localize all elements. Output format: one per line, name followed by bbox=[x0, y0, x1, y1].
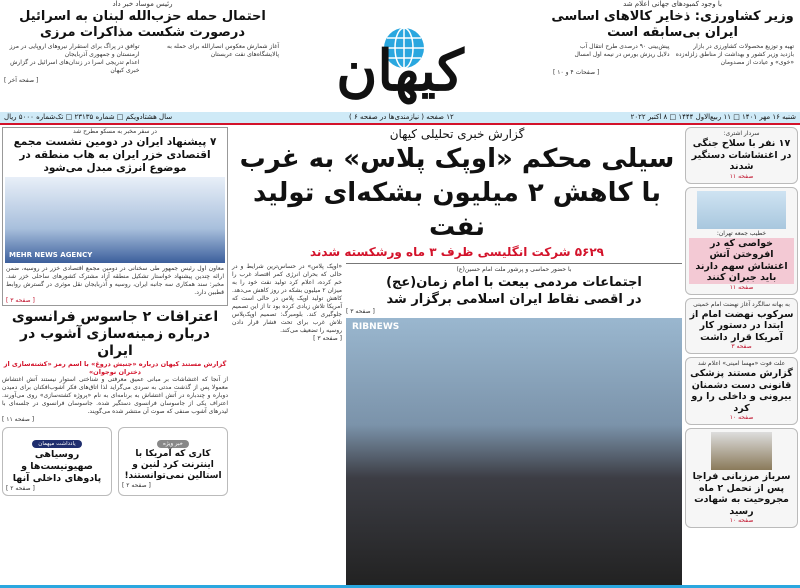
kicker: رئیس موساد خبر داد bbox=[112, 0, 173, 8]
headline-line-1: اعترافات ۲ جاسوس فرانسوی bbox=[11, 309, 219, 325]
center-lower bbox=[232, 263, 682, 585]
divider bbox=[0, 123, 800, 125]
kicker: با حضور حماسی و پرشور ملت امام حسین(ع) bbox=[456, 266, 572, 273]
bullet: آغاز شمارش معکوس انصارالله برای حمله به پالایشگاه‌های نفت عربستان bbox=[167, 43, 279, 58]
kicker: در سفر مخبر به مسکو مطرح شد bbox=[73, 128, 157, 135]
date-bar bbox=[0, 112, 800, 123]
photo-credit: MEHR NEWS AGENCY bbox=[9, 251, 93, 259]
spies-story[interactable] bbox=[2, 309, 228, 424]
headline: ۱۷ نفر با سلاح جنگی در اغتشاشات دستگیر شدند bbox=[691, 138, 792, 172]
lead-story[interactable] bbox=[232, 127, 682, 260]
center-column bbox=[232, 127, 682, 585]
right-story-2[interactable] bbox=[685, 187, 798, 295]
bottom-boxes bbox=[2, 427, 228, 496]
right-story-4[interactable] bbox=[685, 357, 798, 425]
page-ref: صفحه ۱۰ bbox=[729, 414, 754, 421]
right-story-3[interactable] bbox=[685, 298, 798, 355]
caspian-story[interactable] bbox=[2, 127, 228, 306]
caption: معاون اول رئیس جمهور طی سخنانی در دومین مجمع اقتصادی خزر در روسیه، ضمن ارائه چندین پیشنهاد خواستار تشکیل منطقه آزاد مشترک کشورهای ساحلی خزر شد. مخبر: سند همکاری سه جانبه ایران، روسیه و آذربایجان نقل موثری در گسترش روابط قطبین دارد. bbox=[6, 265, 224, 296]
bullets bbox=[0, 41, 285, 77]
kicker: با وجود کمبودهای جهانی اعلام شد bbox=[623, 0, 722, 8]
page-ref: [ صفحه آخر ] bbox=[4, 77, 39, 84]
bullet: توافق در پراگ برای استقرار نیروهای اروپایی در مرز ارمنستان و جمهوری آذربایجان bbox=[9, 43, 140, 58]
tag: یادداشت میهمان bbox=[32, 440, 81, 448]
soldier-photo bbox=[711, 432, 772, 470]
bullet-column bbox=[146, 43, 280, 75]
headline: سرباز مرزبانی فراجا پس از تحمل ۲ ماه مجروحیت به شهادت رسید bbox=[692, 471, 791, 517]
date: شنبه ۱۶ مهر ۱۴۰۱ □ ۱۱ ربیع‌الاول ۱۴۴۴ □ ۸ اکتبر ۲۰۲۲ bbox=[630, 113, 796, 121]
special-news-box[interactable] bbox=[118, 427, 228, 496]
headline: خواصی که در افروختن آتش اغتشاش سهم دارند باید جبران کنند bbox=[689, 238, 794, 284]
top-right-story[interactable] bbox=[545, 0, 800, 77]
headline: ۷ پیشنهاد ایران در دومین نشست مجمع اقتصادی خزر ایران به هاب منطقه در موضوع انرژی مبدل می‌شود bbox=[13, 136, 217, 174]
headline-line-1: سیلی محکم «اوپک پلاس» به غرب bbox=[239, 144, 675, 174]
page-count: ۱۲ صفحه ( نیازمندی‌ها در صفحه ۶ ) bbox=[348, 113, 454, 121]
rally-story[interactable] bbox=[346, 263, 682, 585]
kicker: گزارش خبری تحلیلی کیهان bbox=[389, 127, 525, 141]
page-ref: [ صفحه ۳ ] bbox=[346, 308, 375, 315]
page-ref: صفحه ۳ bbox=[731, 343, 752, 350]
summit-photo bbox=[5, 177, 225, 263]
page-ref: [ صفحه ۲ ] bbox=[6, 485, 35, 492]
top-left-story[interactable] bbox=[0, 0, 285, 85]
page-ref: [ صفحه ۲ ] bbox=[122, 482, 151, 489]
page-ref: صفحه ۱۱ bbox=[729, 283, 754, 291]
headline: کاری که آمریکا با اینترنت کرد لنین و استالین نمی‌توانستند! bbox=[124, 449, 222, 481]
subheadline: ۵۶۲۹ شرکت انگلیسی ظرف ۳ ماه ورشکسته شدند bbox=[309, 245, 604, 259]
headline: گزارش مستند پزشکی قانونی دست دشمنان بیرونی و داخلی را رو کرد bbox=[690, 368, 793, 414]
right-story-5[interactable] bbox=[685, 428, 798, 528]
tag: خبر ویژه bbox=[157, 440, 189, 448]
headline: وزیر کشاورزی: ذخایر کالاهای اساسی ایران بی‌سابقه است bbox=[551, 9, 794, 40]
page-ref: [ صفحه ۱۱ ] bbox=[2, 416, 35, 423]
subheadline: گزارش مستند کیهان درباره «جنبش دروغ» با اسم رمز «کشته‌سازی از دختران نوجوان» bbox=[3, 360, 227, 376]
headline-line-1: اجتماعات مردمی بیعت با امام زمان(عج) bbox=[386, 275, 642, 290]
bullet: پیش‌بینی ۹۰ درصدی طرح انتقال آب bbox=[579, 43, 670, 50]
page-ref: [ صفحات ۴ و ۱۰ ] bbox=[553, 69, 600, 76]
bullet: دلایل ریزش بورس در نیمه اول امسال bbox=[574, 51, 670, 58]
bullets bbox=[545, 41, 800, 69]
lead-body bbox=[232, 263, 342, 585]
rally-header bbox=[346, 263, 682, 316]
headline-line-2: با کاهش ۲ میلیون بشکه‌ای تولید نفت bbox=[252, 178, 662, 242]
cleric-photo bbox=[697, 191, 786, 229]
logo-text: کیهان bbox=[336, 38, 464, 104]
body-text: «اوپک پلاس» در حساس‌ترین شرایط و در حالی که بحران انرژی کمر اقتصاد غرب را خم کرده، اعلام کرد تولید نفت خود را به میزان ۲ میلیون بشکه در روز کاهش می‌دهد. کاهش تولید اوپک پلاس در حالی است که آمریکا تلاش زیادی کرده بود تا از این تصمیم جلوگیری کند. بلومبرگ: تصمیم اوپک‌پلاس تلاش غرب برای تحت فشار قرار دادن روسیه را تضعیف می‌کند. bbox=[232, 263, 342, 334]
right-story-1[interactable] bbox=[685, 127, 798, 184]
guest-note-box[interactable] bbox=[2, 427, 112, 496]
bullet: اعدام تدریجی اسرا در زندان‌های اسرائیل در گزارش خبری کیهان bbox=[10, 59, 140, 74]
headline: احتمال حمله حزب‌الله لبنان به اسرائیل درصورت شکست مذاکرات مرزی bbox=[19, 9, 266, 40]
kicker: سردار اشتری: bbox=[723, 130, 760, 137]
right-column bbox=[685, 127, 798, 528]
page-ref: [ صفحه ۳ ] bbox=[313, 335, 342, 342]
page-ref: صفحه ۱۰ bbox=[729, 517, 754, 524]
bullet-column bbox=[676, 43, 795, 67]
kicker: به بهانه سالگرد آغاز نهضت امام خمینی bbox=[693, 300, 790, 308]
kicker: خطیب جمعه تهران: bbox=[716, 229, 767, 237]
headline-line-2: در اقصی نقاط ایران اسلامی برگزار شد bbox=[386, 292, 642, 307]
issue-info: سال هشتادویکم □ شماره ۲۳۱۳۵ □ تک‌شماره ۵۰۰۰ ریال bbox=[4, 113, 173, 121]
rally-photo bbox=[346, 318, 682, 585]
headline: روسیاهی صهیونیست‌ها و پادوهای داخلی آنها bbox=[12, 449, 102, 484]
bullet: تهیه و توزیع محصولات کشاورزی در بازار bbox=[693, 43, 794, 50]
bullet: بازدید وزیر کشور و بهداشت از مناطق زلزله‌زده «خوی» و عیادت از مصدومان bbox=[675, 51, 794, 66]
bullet-column bbox=[551, 43, 670, 67]
kicker: علت فوت «مهسا امینی» اعلام شد bbox=[697, 360, 786, 367]
photo-credit: RIBNEWS bbox=[352, 322, 400, 332]
body-text: از آنجا که اغتشاشات بر مبانی عمیق معرفتی و شناختی استوار نیستند آتش اغتشاش معمولا پس از گذشت مدتی به سردی می‌گراید لذا اتاق‌های فکر آشوب‌افکنان برای دمیدن دوباره و چندباره در آتش اغتشاش به برنامه‌ای به نام «پروژه کشته‌سازی» روی می‌آورند. اعتراف یکی از جاسوسان فرانسوی دستگیر شده. جاسوسان فرانسوی در جلسه‌ای با لیدرهای آشوب صنفی که صوت آن منتشر شده می‌گویند. bbox=[2, 376, 228, 415]
headline-line-2: درباره زمینه‌سازی آشوب در ایران bbox=[20, 326, 210, 359]
headline: سرکوب نهضت امام از ابتدا در دستور کار آمریکا قرار داشت bbox=[689, 308, 794, 343]
page-ref: [ صفحه ۳ ] bbox=[6, 297, 35, 304]
bullet-column bbox=[6, 43, 140, 75]
masthead bbox=[290, 8, 510, 108]
page-ref: صفحه ۱۱ bbox=[729, 172, 754, 180]
left-column bbox=[2, 127, 228, 496]
